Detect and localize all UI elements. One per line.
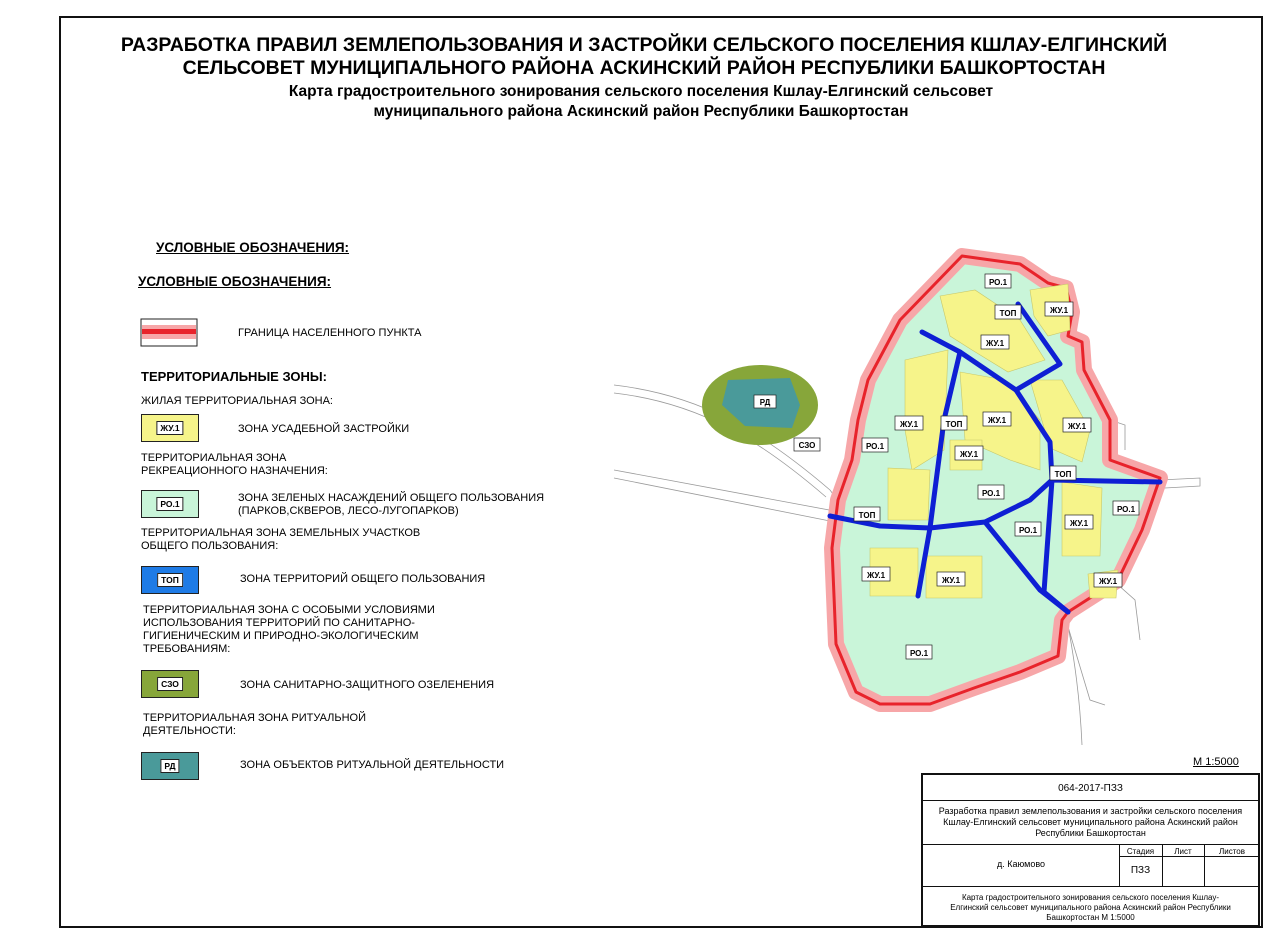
stamp-info-row <box>923 845 1258 887</box>
stamp-project: Разработка правил землепользования и застройки сельского поселения Кшлау-Елгинский сельсовет муниципального района Аскинский район Республики Башкортостан <box>938 806 1243 838</box>
title-block <box>921 773 1260 927</box>
public-label: ЗОНА ТЕРРИТОРИЙ ОБЩЕГО ПОЛЬЗОВАНИЯ <box>240 573 486 585</box>
label-ro1-north: РО.1 <box>988 278 1008 287</box>
recreation-label: ЗОНА ЗЕЛЕНЫХ НАСАЖДЕНИЙ ОБЩЕГО ПОЛЬЗОВАНИЯ (ПАРКОВ,СКВЕРОВ, ЛЕСО-ЛУГОПАРКОВ) <box>238 492 545 517</box>
ritual-label: ЗОНА ОБЪЕКТОВ РИТУАЛЬНОЙ ДЕЯТЕЛЬНОСТИ <box>240 759 505 771</box>
legend-heading: УСЛОВНЫЕ ОБОЗНАЧЕНИЯ: <box>138 274 332 289</box>
subtitle-line-2: муниципального района Аскинский район Республики Башкортостан <box>373 103 909 120</box>
stamp-sheets-header: Листов <box>1219 847 1245 856</box>
residential-code: ЖУ.1 <box>156 421 183 435</box>
label-zhu1-east: ЖУ.1 <box>1067 422 1087 431</box>
boundary-label: ГРАНИЦА НАСЕЛЕННОГО ПУНКТА <box>238 327 422 339</box>
legend-heading-ghost: УСЛОВНЫЕ ОБОЗНАЧЕНИЯ: <box>156 240 350 255</box>
legend-caption-recreation: ТЕРРИТОРИАЛЬНАЯ ЗОНА РЕКРЕАЦИОННОГО НАЗНАЧЕНИЯ: <box>141 452 328 477</box>
label-zhu1-center: ЖУ.1 <box>987 416 1007 425</box>
label-szo: СЗО <box>798 441 816 450</box>
sanitary-code: СЗО <box>157 677 183 691</box>
subtitle-line-1: Карта градостроительного зонирования сельского поселения Кшлау-Елгинский сельсовет <box>288 83 994 100</box>
label-zhu1-se: ЖУ.1 <box>1069 519 1089 528</box>
label-zhu1-south: ЖУ.1 <box>941 576 961 585</box>
stamp-code: 064-2017-ПЗЗ <box>1058 783 1123 794</box>
public-code: ТОП <box>157 573 183 587</box>
title-line-2: СЕЛЬСОВЕТ МУНИЦИПАЛЬНОГО РАЙОНА АСКИНСКИЙ РАЙОН РЕСПУБЛИКИ БАШКОРТОСТАН <box>182 57 1106 79</box>
label-ro1-south-center: РО.1 <box>1018 526 1038 535</box>
label-ro1-west: РО.1 <box>865 442 885 451</box>
label-zhu1-north: ЖУ.1 <box>985 339 1005 348</box>
stamp-stage-header: Стадия <box>1126 847 1155 856</box>
label-ro1-south: РО.1 <box>909 649 929 658</box>
scale-label: М 1:5000 <box>1193 756 1239 768</box>
label-top-west: ТОП <box>858 511 876 520</box>
title-line-1: РАЗРАБОТКА ПРАВИЛ ЗЕМЛЕПОЛЬЗОВАНИЯ И ЗАСТРОЙКИ СЕЛЬСКОГО ПОСЕЛЕНИЯ КШЛАУ-ЕЛГИНСКИЙ <box>120 34 1168 56</box>
label-top-north: ТОП <box>999 309 1017 318</box>
label-zhu1-west: ЖУ.1 <box>899 420 919 429</box>
stamp-description: Карта градостроительного зонирования сельского поселения Кшлау-Елгинский сельсовет муниципального района Аскинский район Республики Башкортостан М 1:5000 <box>950 893 1231 922</box>
label-rd: РД <box>759 398 771 407</box>
stamp-stage: ПЗЗ <box>1130 865 1151 876</box>
stamp-place: д. Каюмово <box>996 859 1046 869</box>
legend-caption-ritual: ТЕРРИТОРИАЛЬНАЯ ЗОНА РИТУАЛЬНОЙ ДЕЯТЕЛЬНОСТИ: <box>143 712 367 737</box>
zones-heading: ТЕРРИТОРИАЛЬНЫЕ ЗОНЫ: <box>141 369 327 384</box>
label-ro1-east: РО.1 <box>1116 505 1136 514</box>
label-zhu1-ne: ЖУ.1 <box>1049 306 1069 315</box>
legend-caption-public: ТЕРРИТОРИАЛЬНАЯ ЗОНА ЗЕМЕЛЬНЫХ УЧАСТКОВ ОБЩЕГО ПОЛЬЗОВАНИЯ: <box>141 527 421 552</box>
label-top-east: ТОП <box>1054 470 1072 479</box>
ritual-code: РД <box>160 759 179 773</box>
label-zhu1-sw: ЖУ.1 <box>866 571 886 580</box>
label-zhu1-far-se: ЖУ.1 <box>1098 577 1118 586</box>
label-zhu1-small: ЖУ.1 <box>959 450 979 459</box>
stamp-code-row <box>923 775 1258 801</box>
label-ro1-center: РО.1 <box>981 489 1001 498</box>
legend-caption-residential: ЖИЛАЯ ТЕРРИТОРИАЛЬНАЯ ЗОНА: <box>141 395 333 407</box>
residential-label: ЗОНА УСАДЕБНОЙ ЗАСТРОЙКИ <box>238 423 410 435</box>
sanitary-label: ЗОНА САНИТАРНО-ЗАЩИТНОГО ОЗЕЛЕНЕНИЯ <box>240 679 495 691</box>
recreation-code: РО.1 <box>156 497 183 511</box>
legend-caption-sanitary: ТЕРРИТОРИАЛЬНАЯ ЗОНА С ОСОБЫМИ УСЛОВИЯМИ ИСПОЛЬЗОВАНИЯ ТЕРРИТОРИЙ ПО САНИТАРНО-ГИГИЕНИЧЕСКИМ И ПРИРОДНО-ЭКОЛОГИЧЕСКИМ ТРЕБОВАНИЯМ: <box>143 604 435 655</box>
stamp-project-row <box>923 801 1258 845</box>
stamp-sheet-header: Лист <box>1174 847 1192 856</box>
label-top-center: ТОП <box>945 420 963 429</box>
